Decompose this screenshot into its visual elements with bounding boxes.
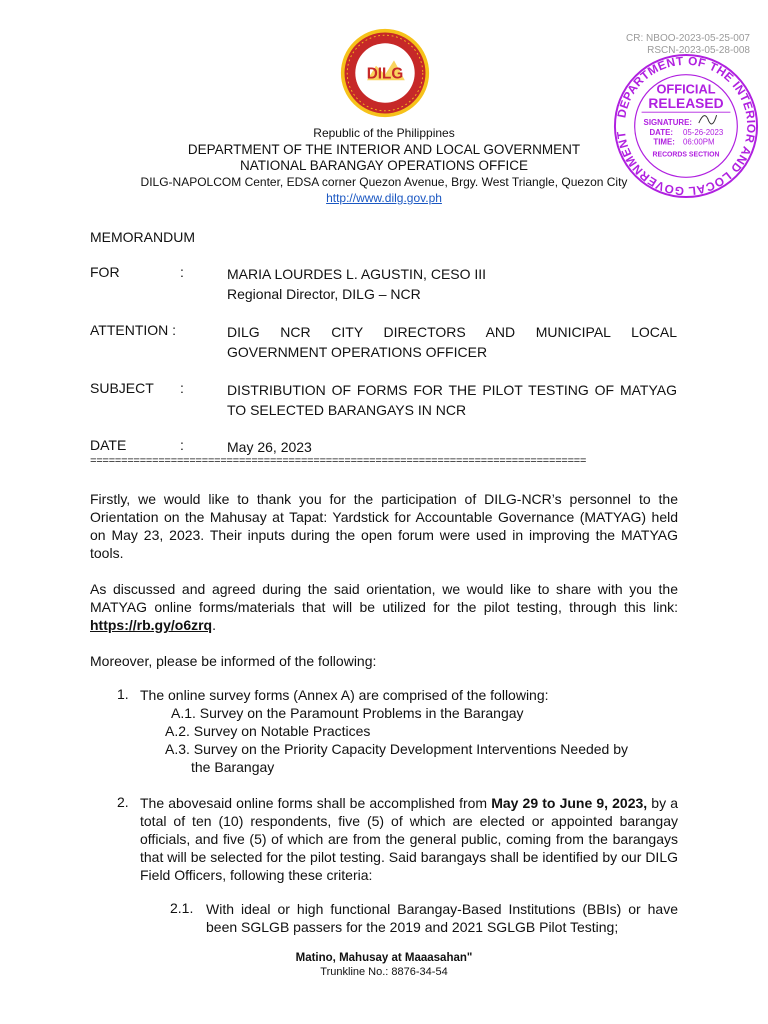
dilg-seal-logo [340,28,430,118]
stamp-signature-scribble [699,115,717,124]
item2-pre: The abovesaid online forms shall be accomplished from [140,795,492,811]
divider-line: ================================================================================ [90,456,587,468]
subitem-a3 [165,740,628,776]
subitem-a3-line2: the Barangay [191,759,275,775]
paragraph-thanks: Firstly, we would like to thank you for the participation of DILG-NCR’s personnel to the Orientation on the Mahusay at Tapat: Yardstick for Accountable Governance (MATYAG) held on May 23, 2023. Their inputs during the open forum were used in improving the MATYAG tools. [90,491,678,561]
stamp-official: OFFICIAL [656,81,716,97]
item1-number: 1. [117,686,129,702]
subitem-a2: A.2. Survey on Notable Practices [165,723,371,739]
attention-value [227,322,677,362]
footer-motto: Matino, Mahusay at Maaasahan" [295,952,473,964]
subject-value [227,380,677,420]
item2-post: by a total of ten (10) respondents, five (5) of which are elected or appointed barangay officials, and five (5) of which are from the general public, coming from the barangays that will be selected for the pilot testing. Said barangays shall be identified by our DILG Field Officers, following these criteria: [140,795,678,883]
date-label: DATE [90,437,127,453]
item2-dates: May 29 to June 9, 2023, [491,795,648,811]
rscn-number: RSCN-2023-05-28-008 [647,45,750,56]
office-name: NATIONAL BARANGAY OPERATIONS OFFICE [239,158,529,173]
date-colon: : [180,437,184,453]
cr-number: CR: NBOO-2023-05-25-007 [626,33,750,44]
for-label: FOR [90,264,120,280]
item2-number: 2. [117,794,129,810]
subitem-a3-line1: A.3. Survey on the Priority Capacity Development Interventions Needed by [165,741,629,757]
for-colon: : [180,264,184,280]
item1-text: The online survey forms (Annex A) are comprised of the following: [140,687,549,703]
subject-line2: TO SELECTED BARANGAYS IN NCR [227,402,467,418]
item21-text: With ideal or high functional Barangay-Based Institutions (BBIs) or have been SGLGB passers for the 2019 and 2021 SGLGB Pilot Testing; [206,901,678,935]
forms-link[interactable]: https://rb.gy/o6zrq [90,617,213,633]
memo-title: MEMORANDUM [90,229,195,245]
item21-number: 2.1. [170,900,194,916]
attention-line2: GOVERNMENT OPERATIONS OFFICER [227,344,488,360]
stamp-time-value: 06:00PM [683,137,715,147]
stamp-section: RECORDS SECTION [652,151,720,159]
stamp-ring-text: DEPARTMENT OF THE INTERIOR AND LOCAL GOVERNMENT [613,53,759,199]
paragraph-moreover: Moreover, please be informed of the following: [90,653,377,669]
stamp-released: RELEASED [648,95,724,112]
paragraph-link [90,580,678,634]
department-name: DEPARTMENT OF THE INTERIOR AND LOCAL GOVERNMENT [187,142,581,157]
website-link[interactable]: http://www.dilg.gov.ph [326,191,442,205]
subitem-a1: A.1. Survey on the Paramount Problems in the Barangay [171,705,524,721]
svg-text:DILG: DILG [366,65,404,83]
paragraph-link-text: As discussed and agreed during the said orientation, we would like to share with you the MATYAG online forms/materials that will be utilized for the pilot testing, through this link: [90,581,678,615]
stamp-signature-label: SIGNATURE: [643,118,692,128]
subject-colon: : [180,380,184,396]
attention-label: ATTENTION : [90,322,177,338]
for-position: Regional Director, DILG – NCR [227,286,421,302]
date-value: May 26, 2023 [227,439,312,455]
stamp-time-label: TIME: [653,137,675,147]
paragraph-link-end: . [212,617,217,633]
subject-label: SUBJECT [90,380,154,396]
republic-line: Republic of the Philippines [313,126,455,140]
footer-trunkline: Trunkline No.: 8876-34-54 [320,966,448,978]
attention-line1: DILG NCR CITY DIRECTORS AND MUNICIPAL LOCAL [227,324,677,340]
for-name: MARIA LOURDES L. AGUSTIN, CESO III [227,266,487,282]
for-recipient [227,264,677,304]
subject-line1: DISTRIBUTION OF FORMS FOR THE PILOT TESTING OF MATYAG [227,382,677,398]
office-address: DILG-NAPOLCOM Center, EDSA corner Quezon Avenue, Brgy. West Triangle, Quezon City [140,175,628,189]
item2-text [140,794,678,884]
stamp-date-label: DATE: [649,127,673,137]
stamp-date-value: 05-26-2023 [683,127,724,137]
